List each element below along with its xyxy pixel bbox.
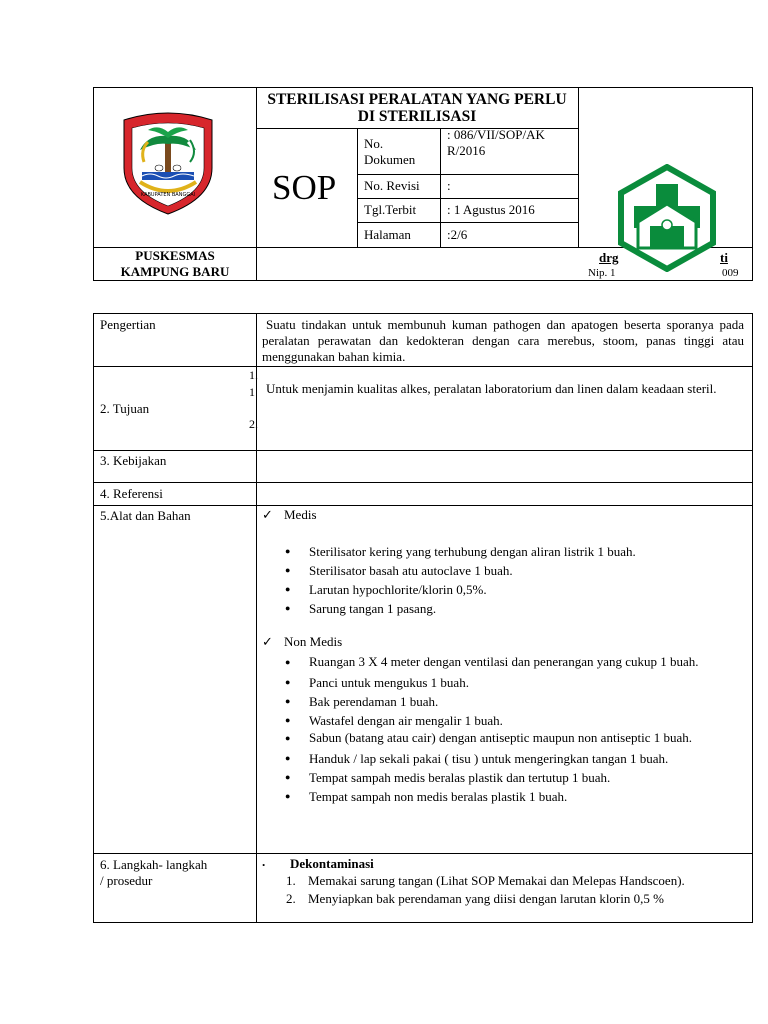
- no-revisi-value: :: [447, 178, 451, 193]
- halaman-label: Halaman: [364, 227, 411, 242]
- list-item: ● Panci untuk mengukus 1 buah.: [262, 673, 744, 692]
- non-medis-list: [262, 654, 744, 806]
- list-item: ● Sterilisator kering yang terhubung dengan aliran listrik 1 buah.: [262, 542, 744, 561]
- district-logo: [118, 110, 218, 218]
- row-label-kebijakan: 3. Kebijakan: [100, 453, 167, 468]
- tujuan-text: Untuk menjamin kualitas alkes, peralatan laboratorium dan linen dalam keadaan steril.: [266, 381, 717, 396]
- list-item: ● Handuk / lap sekali pakai ( tisu ) untuk mengeringkan tangan 1 buah.: [262, 749, 744, 768]
- list-item: ● Wastafel dengan air mengalir 1 buah.: [262, 711, 744, 730]
- sop-label: SOP: [272, 168, 337, 207]
- steps-list: [258, 873, 746, 907]
- tujuan-mark-3: 2.: [249, 417, 258, 431]
- row-label-langkah: 6. Langkah- langkah / prosedur: [100, 857, 208, 888]
- document-title: STERILISASI PERALATAN YANG PERLU DI STERILISASI: [267, 91, 567, 125]
- list-item: ● Sarung tangan 1 pasang.: [262, 599, 744, 618]
- svg-text:KABUPATEN BANGGAI: KABUPATEN BANGGAI: [140, 192, 196, 198]
- non-medis-heading: ✓ Non Medis: [262, 634, 343, 649]
- list-item: 1. Memakai sarung tangan (Lihat SOP Memakai dan Melepas Handscoen).: [286, 873, 685, 888]
- medis-heading: ✓ Medis: [262, 507, 317, 522]
- list-item: ● Larutan hypochlorite/klorin 0,5%.: [262, 580, 744, 599]
- row-label-tujuan: 2. Tujuan: [100, 401, 150, 416]
- dekontaminasi-heading: Dekontaminasi: [290, 856, 374, 871]
- tgl-terbit-value: : 1 Agustus 2016: [447, 202, 535, 217]
- list-item: ● Tempat sampah medis beralas plastik dan tertutup 1 buah.: [262, 768, 744, 787]
- halaman-value: :2/6: [447, 227, 468, 242]
- signer-nip-tail: 009: [722, 267, 739, 279]
- list-item: ● Sabun (batang atau cair) dengan antiseptic maupun non antiseptic 1 buah.: [262, 730, 744, 746]
- no-revisi-label: No. Revisi: [364, 178, 420, 193]
- signer-name: drg: [599, 250, 619, 265]
- no-dokumen-value: : 086/VII/SOP/AKR/2016: [447, 127, 545, 158]
- list-item: ● Tempat sampah non medis beralas plastik 1 buah.: [262, 787, 744, 806]
- tujuan-mark-2: 1: [249, 385, 255, 399]
- row-label-alat: 5.Alat dan Bahan: [100, 508, 191, 523]
- list-item: ● Ruangan 3 X 4 meter dengan ventilasi dan penerangan yang cukup 1 buah.: [262, 654, 744, 670]
- checkmark-icon: ✓: [262, 634, 273, 649]
- signer-nip: Nip. 1: [588, 267, 616, 279]
- tujuan-mark-1: 1.: [249, 368, 258, 382]
- checkmark-icon: ✓: [262, 507, 273, 522]
- pengertian-text: Suatu tindakan untuk membunuh kuman pathogen dan apatogen beserta sporanya pada peralatan perawatan dan kedokteran dengan cara merebus, stoom, panas tinggi atau menggunakan bahan kimia.: [262, 317, 744, 364]
- row-label-referensi: 4. Referensi: [100, 486, 163, 501]
- tgl-terbit-label: Tgl.Terbit: [364, 202, 417, 217]
- list-item: 2. Menyiapkan bak perendaman yang diisi dengan larutan klorin 0,5 %: [286, 891, 664, 906]
- signer-name-tail: ti: [720, 250, 728, 265]
- medis-list: [262, 542, 744, 618]
- langkah-bullet: .: [262, 854, 266, 869]
- list-item: ● Bak perendaman 1 buah.: [262, 692, 744, 711]
- puskesmas-logo: [616, 164, 718, 272]
- puskesmas-name: PUSKESMAS KAMPUNG BARU: [120, 248, 230, 279]
- list-item: ● Sterilisator basah atu autoclave 1 buah.: [262, 561, 744, 580]
- no-dokumen-label: No. Dokumen: [364, 136, 416, 167]
- row-label-pengertian: Pengertian: [100, 317, 156, 332]
